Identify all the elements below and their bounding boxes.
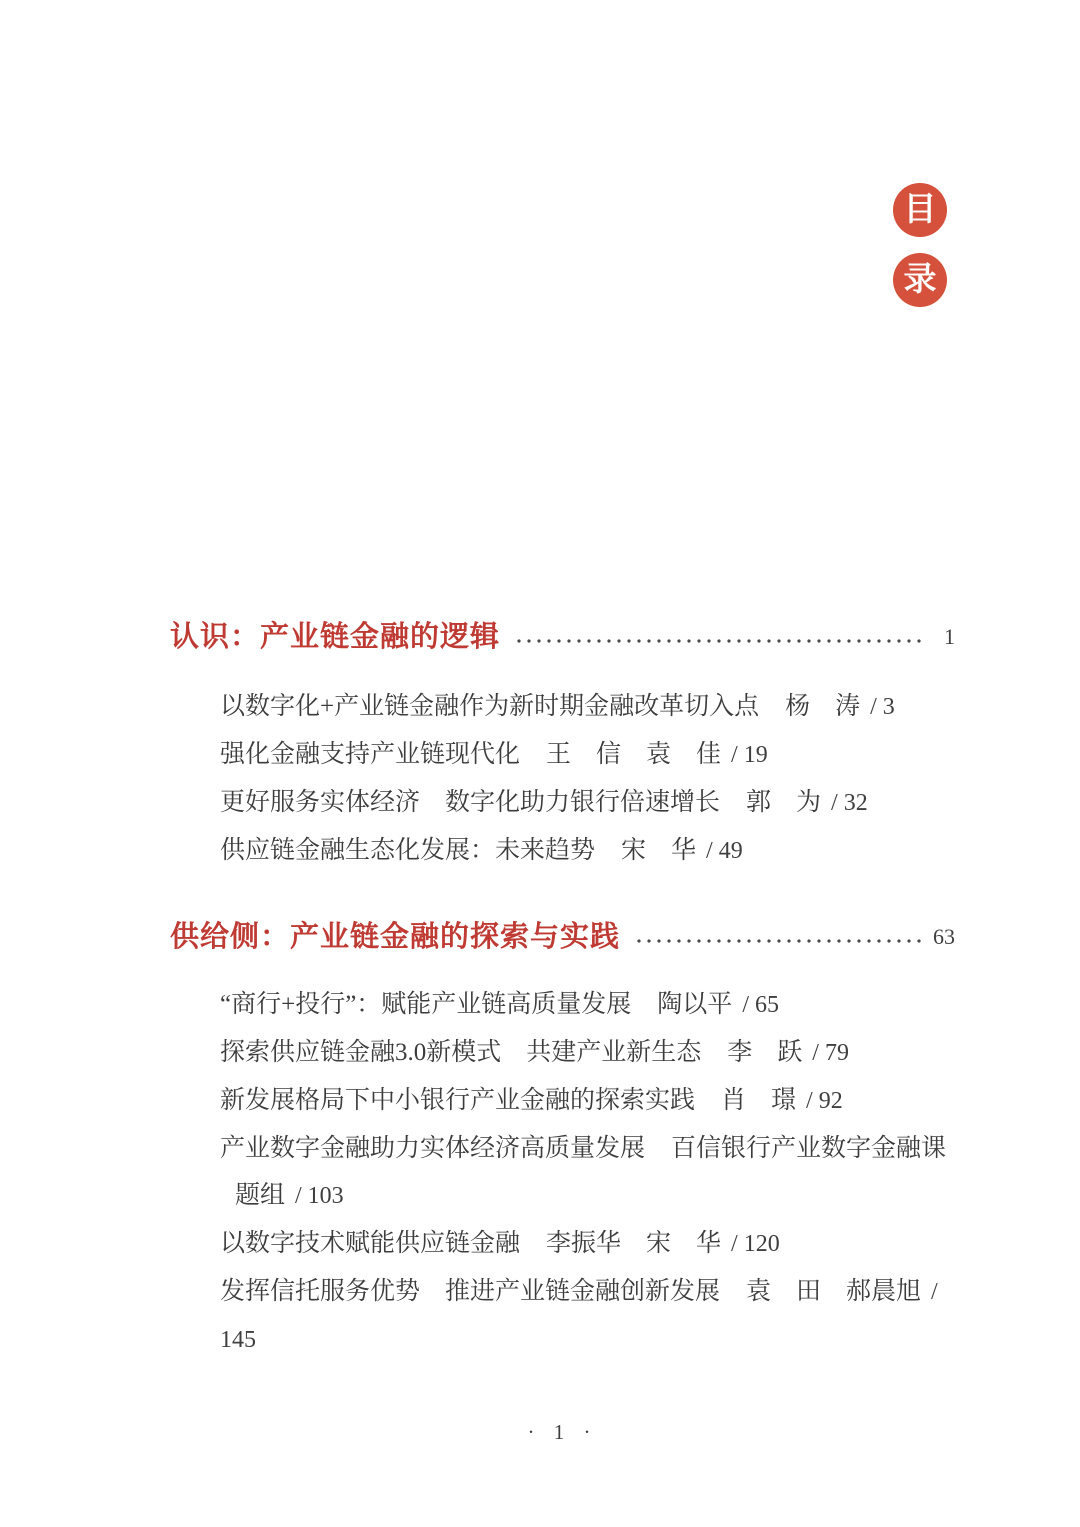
entry-page-ref: / 120 (731, 1231, 780, 1257)
entry-title: 发挥信托服务优势 推进产业链金融创新发展 (220, 1278, 721, 1305)
entry-title: 强化金融支持产业链现代化 (220, 741, 521, 768)
entry-authors: 宋 华 (621, 837, 697, 864)
entry-authors: 杨 涛 (785, 693, 861, 720)
entry-page-ref: / 145 (220, 1279, 938, 1353)
section-heading-2 (170, 912, 955, 956)
entry-page-ref: / 103 (295, 1183, 344, 1209)
toc-entry (220, 779, 955, 827)
section-page-number: 63 (933, 924, 955, 949)
toc-entry (220, 981, 955, 1029)
section-page-number: 1 (944, 624, 955, 649)
entry-authors: 肖 璟 (721, 1087, 797, 1114)
toc-entry (220, 1077, 955, 1125)
entry-page-ref: / 49 (706, 838, 743, 864)
entry-page-ref: / 32 (831, 790, 868, 816)
entry-authors: 袁 田 郝晨旭 (746, 1278, 922, 1305)
entry-title: “商行+投行”：赋能产业链高质量发展 (220, 991, 632, 1018)
entry-title: 供应链金融生态化发展：未来趋势 (220, 837, 596, 864)
toc-badge (893, 183, 947, 307)
dot-leader (514, 639, 925, 643)
entry-title: 以数字化+产业链金融作为新时期金融改革切入点 (220, 693, 760, 720)
entry-authors: 郭 为 (746, 789, 822, 816)
entry-title: 产业数字金融助力实体经济高质量发展 (220, 1135, 646, 1162)
entry-page-ref: / 3 (870, 694, 895, 720)
entry-title: 新发展格局下中小银行产业金融的探索实践 (220, 1087, 696, 1114)
entry-page-ref: / 19 (731, 742, 768, 768)
entry-authors: 李 跃 (727, 1039, 803, 1066)
toc-entry (220, 731, 955, 779)
toc-badge-char-2: 录 (893, 253, 947, 307)
entry-title: 以数字技术赋能供应链金融 (220, 1230, 521, 1257)
entry-page-ref: / 92 (806, 1088, 843, 1114)
toc-badge-char-1: 目 (893, 183, 947, 237)
folio-page-number: · 1 · (527, 1420, 598, 1444)
section-title: 供给侧：产业链金融的探索与实践 (170, 920, 621, 953)
toc-entry (220, 1220, 955, 1268)
toc-entry (220, 1125, 947, 1220)
toc-entry (220, 827, 955, 875)
dot-leader (634, 939, 921, 943)
toc-entry (220, 683, 955, 731)
entry-authors: 王 信 袁 佳 (546, 741, 722, 768)
section-title: 认识：产业链金融的逻辑 (170, 620, 501, 653)
entry-title: 探索供应链金融3.0新模式 共建产业新生态 (220, 1039, 702, 1066)
entry-authors: 李振华 宋 华 (546, 1230, 722, 1257)
entry-authors: 百信银行产业数字金融课题组 (235, 1135, 947, 1209)
toc-entry (220, 1029, 955, 1077)
toc-entry (220, 1268, 955, 1364)
section-1-entries (220, 683, 955, 875)
toc-content (170, 612, 955, 1364)
entry-authors: 陶以平 (657, 991, 733, 1018)
section-heading-1 (170, 612, 955, 656)
entry-title: 更好服务实体经济 数字化助力银行倍速增长 (220, 789, 721, 816)
section-2-entries (220, 981, 955, 1364)
entry-page-ref: / 65 (742, 992, 779, 1018)
entry-page-ref: / 79 (812, 1040, 849, 1066)
